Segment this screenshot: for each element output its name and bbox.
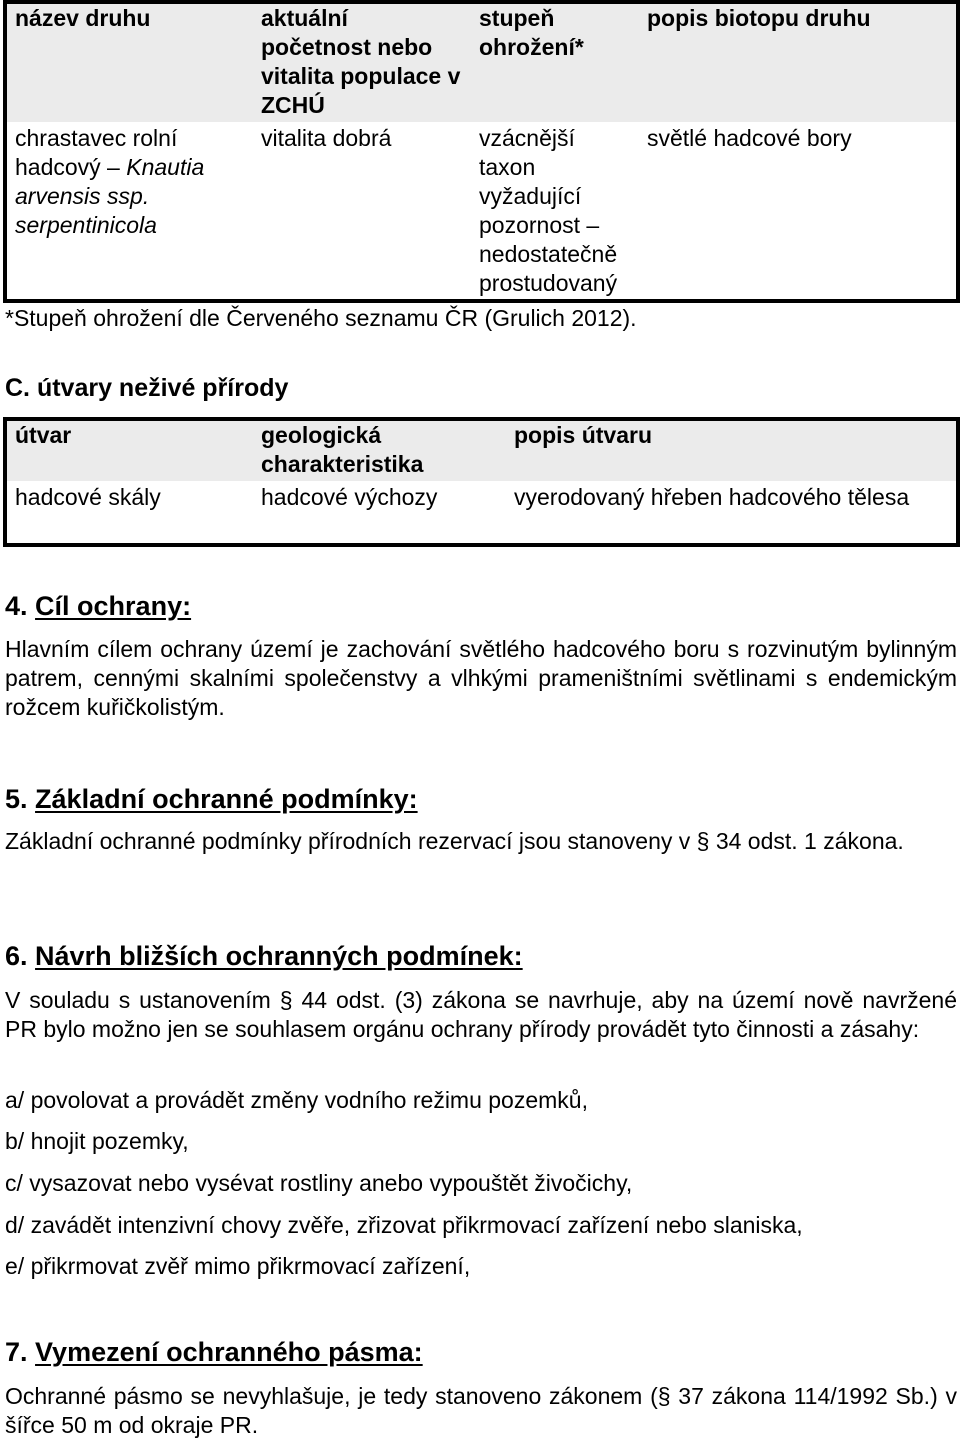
section-5-heading [5, 783, 418, 815]
geology-table [5, 419, 959, 514]
col-header-description: popis útvaru [504, 419, 959, 481]
col-header-threat: stupeň ohrožení* [469, 2, 637, 122]
list-item: e/ přikrmovat zvěř mimo přikrmovací zařízení, [5, 1253, 471, 1279]
geology-cell: hadcové výchozy [261, 484, 438, 510]
section-7-number: 7. [5, 1337, 28, 1367]
species-name-latin: Knautia arvensis ssp. serpentinicola [15, 154, 205, 238]
col-header-geology: geologická charakteristika [251, 419, 504, 481]
formation-cell: hadcové skály [15, 484, 161, 510]
table-row [5, 481, 959, 514]
section-5-text: Základní ochranné podmínky přírodních rezervací jsou stanoveny v § 34 odst. 1 zákona. [5, 828, 904, 854]
list-item: c/ vysazovat nebo vysévat rostliny anebo vypouštět živočichy, [5, 1170, 633, 1196]
section-5-title: Základní ochranné podmínky: [35, 784, 418, 814]
species-table-header [5, 2, 959, 122]
col-header-formation: útvar [5, 419, 251, 481]
section-6-title: Návrh bližších ochranných podmínek: [35, 941, 523, 971]
section-c-title: C. útvary neživé přírody [5, 374, 289, 402]
section-6-intro: V souladu s ustanovením § 44 odst. (3) zákona se navrhuje, aby na území nově navržené PR bylo možno jen se souhlasem orgánu ochrany přírody provádět tyto činnosti a zásahy: [5, 987, 957, 1042]
description-cell: vyerodovaný hřeben hadcového tělesa [514, 484, 910, 510]
table-row [5, 122, 959, 300]
col-header-species-name: název druhu [5, 2, 251, 122]
footnote: *Stupeň ohrožení dle Červeného seznamu ČR (Grulich 2012). [5, 305, 637, 331]
section-7-title: Vymezení ochranného pásma: [35, 1337, 423, 1367]
vitality-cell: vitalita dobrá [261, 125, 392, 151]
col-header-biotope: popis biotopu druhu [637, 2, 959, 122]
list-item: a/ povolovat a provádět změny vodního režimu pozemků, [5, 1087, 588, 1113]
section-6-number: 6. [5, 941, 28, 971]
species-name-czech: chrastavec rolní hadcový – [15, 125, 178, 180]
section-6-heading [5, 940, 523, 972]
section-4-title: Cíl ochrany: [35, 591, 192, 621]
section-4-number: 4. [5, 591, 28, 621]
biotope-cell: světlé hadcové bory [647, 125, 852, 151]
threat-cell: vzácnější taxon vyžadující pozornost – nedostatečně prostudovaný [479, 125, 618, 296]
section-4-heading [5, 590, 191, 622]
section-4-text: Hlavním cílem ochrany území je zachování světlého hadcového boru s rozvinutým bylinným patrem, cennými skalními společenstvy a vlhkými prameništními světlinami s endemickým rožcem kuřičkolistým. [5, 636, 957, 720]
section-5-number: 5. [5, 784, 28, 814]
section-7-heading [5, 1336, 423, 1368]
col-header-population: aktuální početnost nebo vitalita populace v ZCHÚ [251, 2, 469, 122]
species-name-cell [5, 122, 251, 300]
list-item: b/ hnojit pozemky, [5, 1128, 189, 1154]
geology-table-header [5, 419, 959, 481]
list-item: d/ zavádět intenzivní chovy zvěře, zřizovat přikrmovací zařízení nebo slaniska, [5, 1212, 803, 1238]
section-7-text: Ochranné pásmo se nevyhlašuje, je tedy stanoveno zákonem (§ 37 zákona 114/1992 Sb.) v šířce 50 m od okraje PR. [5, 1383, 957, 1438]
species-table [5, 2, 959, 300]
